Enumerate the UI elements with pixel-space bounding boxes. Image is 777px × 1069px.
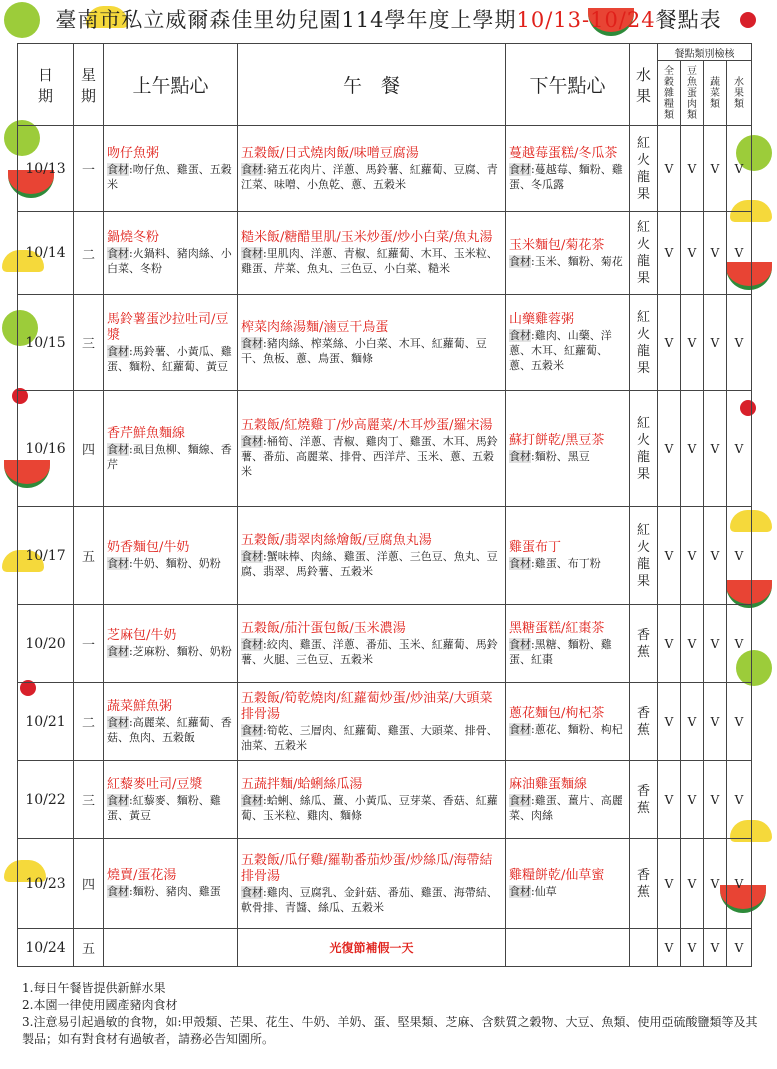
lunch-cell [238, 839, 506, 929]
row-weekday: 三 [74, 295, 104, 391]
afternoon-snack-ingredients: 食材:麵粉、黑豆 [509, 450, 590, 463]
morning-snack-dish: 奶香麵包/牛奶 [107, 540, 190, 555]
morning-snack-dish: 紅藜麥吐司/豆漿 [107, 776, 203, 792]
lunch-cell [238, 683, 506, 761]
afternoon-snack-dish: 山藥雞蓉粥 [509, 312, 575, 327]
ingredient-list: 豬肉絲、榨菜絲、小白菜、木耳、紅蘿蔔、豆干、魚板、蔥、鳥蛋、麵條 [241, 336, 487, 365]
row-weekday: 五 [74, 507, 104, 605]
check-mark: V [727, 839, 752, 929]
ingredient-list: 馬鈴薯、小黃瓜、雞蛋、麵粉、紅蘿蔔、黃豆 [107, 344, 232, 373]
afternoon-snack-cell [506, 507, 630, 605]
fruit-cell: 紅 火 龍 果 [630, 391, 658, 507]
row-date: 10/13 [18, 126, 74, 212]
morning-snack-dish: 鍋燒冬粉 [107, 230, 160, 245]
afternoon-snack-dish: 玉米麵包/菊花茶 [509, 237, 605, 253]
ingredient-list: 蛤蜊、絲瓜、薑、小黃瓜、豆芽菜、香菇、紅蘿蔔、玉米粒、雞肉、麵條 [241, 793, 498, 822]
morning-snack-ingredients: 食材:吻仔魚、雞蛋、五穀米 [107, 162, 232, 191]
check-mark: V [727, 295, 752, 391]
afternoon-snack-dish: 黑糖蛋糕/紅棗茶 [509, 620, 605, 636]
ingredient-list: 吻仔魚、雞蛋、五穀米 [107, 162, 232, 191]
afternoon-snack-cell [506, 839, 630, 929]
lunch-cell [238, 507, 506, 605]
afternoon-snack-cell [506, 605, 630, 683]
row-weekday: 四 [74, 839, 104, 929]
fruit-cell: 紅 火 龍 果 [630, 126, 658, 212]
lunch-dish: 五蔬拌麵/蛤蜊絲瓜湯 [241, 776, 363, 792]
lunch-dish: 糙米飯/糖醋里肌/玉米炒蛋/炒小白菜/魚丸湯 [241, 230, 493, 245]
header-fruit: 水 果 [630, 44, 658, 126]
check-mark: V [658, 295, 681, 391]
ingredient-list: 雞蛋、薑片、高麗菜、肉絲 [509, 793, 623, 822]
check-mark: V [681, 212, 704, 295]
ingredient-list: 麵粉、豬肉、雞蛋 [132, 885, 221, 898]
afternoon-snack-ingredients: 食材:仙草 [509, 885, 557, 898]
ingredient-label: 食材 [509, 637, 531, 651]
table-row [18, 391, 752, 507]
ingredient-label: 食材 [107, 645, 129, 658]
note-item: 3.注意易引起過敏的食物，如:甲殼類、芒果、花生、牛奶、羊奶、蛋、堅果類、芝麻、含麩質之穀物、大豆、魚類、使用亞硫酸鹽類等及其製品；如有對食材有過敏者，請務必告知園所。 [22, 1015, 758, 1046]
morning-snack-cell [104, 683, 238, 761]
title-main: 臺南市私立威爾森佳里幼兒園114學年度上學期 [55, 8, 517, 32]
ingredient-label: 食材 [241, 637, 263, 651]
check-mark: V [704, 295, 727, 391]
note-item: 2.本園一律使用國產豬肉食材 [22, 998, 178, 1012]
morning-snack-cell [104, 126, 238, 212]
lunch-dish: 五穀飯/茄汁蛋包飯/玉米濃湯 [241, 620, 406, 636]
row-weekday: 二 [74, 212, 104, 295]
lunch-ingredients: 食材:雞肉、豆腐乳、金針菇、番茄、雞蛋、海帶結、軟骨排、青醬、絲瓜、五穀米 [241, 885, 498, 914]
ingredient-list: 里肌肉、洋蔥、青椒、紅蘿蔔、木耳、玉米粒、雞蛋、芹菜、魚丸、三色豆、小白菜、糙米 [241, 247, 498, 275]
title-date-range: 10/13-10/24 [516, 8, 656, 32]
check-mark: V [658, 761, 681, 839]
ingredient-list: 豬五花肉片、洋蔥、馬鈴薯、紅蘿蔔、豆腐、青江菜、味噌、小魚乾、蔥、五穀米 [241, 162, 498, 191]
holiday-note: 光復節補假一天 [238, 929, 506, 967]
ingredient-list: 火鍋料、豬肉絲、小白菜、冬粉 [107, 247, 232, 275]
ingredient-label: 食材 [509, 793, 531, 807]
afternoon-snack-dish: 雞糧餅乾/仙草蜜 [509, 868, 605, 883]
ingredient-list: 絞肉、雞蛋、洋蔥、番茄、玉米、紅蘿蔔、馬鈴薯、火腿、三色豆、五穀米 [241, 637, 498, 666]
row-date: 10/20 [18, 605, 74, 683]
check-mark: V [727, 391, 752, 507]
check-mark: V [727, 761, 752, 839]
afternoon-snack-ingredients: 食材:雞蛋、布丁粉 [509, 557, 601, 570]
note-item: 1.每日午餐皆提供新鮮水果 [22, 981, 166, 995]
check-mark: V [658, 391, 681, 507]
check-mark: V [681, 391, 704, 507]
afternoon-snack-dish: 麻油雞蛋麵線 [509, 776, 588, 792]
page-title [0, 4, 777, 34]
check-mark: V [658, 605, 681, 683]
check-mark: V [681, 683, 704, 761]
check-mark: V [727, 683, 752, 761]
check-mark: V [658, 683, 681, 761]
check-mark: V [658, 126, 681, 212]
check-mark: V [704, 212, 727, 295]
lunch-cell [238, 126, 506, 212]
afternoon-snack-cell [506, 761, 630, 839]
lunch-dish: 五穀飯/紅燒雞丁/炒高麗菜/木耳炒蛋/羅宋湯 [241, 418, 493, 433]
afternoon-snack-dish: 蔥花麵包/枸杞茶 [509, 706, 605, 721]
table-row [18, 295, 752, 391]
check-mark: V [681, 507, 704, 605]
check-mark: V [727, 126, 752, 212]
afternoon-snack-cell [506, 295, 630, 391]
morning-snack-dish: 吻仔魚粥 [107, 145, 160, 161]
ingredient-label: 食材 [107, 793, 129, 807]
table-row [18, 761, 752, 839]
ingredient-list: 雞肉、山藥、洋蔥、木耳、紅蘿蔔、蔥、五穀米 [509, 329, 612, 372]
row-date: 10/16 [18, 391, 74, 507]
header-weekday: 星 期 [74, 44, 104, 126]
lunch-ingredients: 食材:桶筍、洋蔥、青椒、雞肉丁、雞蛋、木耳、馬鈴薯、番茄、高麗菜、排骨、西洋芹、玉米、蔥、五穀米 [241, 435, 498, 478]
morning-snack-cell [104, 212, 238, 295]
ingredient-label: 食材 [509, 885, 531, 898]
ingredient-label: 食材 [241, 885, 263, 899]
lunch-cell [238, 295, 506, 391]
meal-table [17, 43, 752, 967]
row-weekday: 二 [74, 683, 104, 761]
check-mark: V [658, 929, 681, 967]
header-afternoon-snack: 下午點心 [506, 44, 630, 126]
morning-snack-ingredients: 食材:高麗菜、紅蘿蔔、香菇、魚肉、五穀飯 [107, 715, 232, 744]
row-date: 10/14 [18, 212, 74, 295]
table-row [18, 507, 752, 605]
check-mark: V [727, 212, 752, 295]
check-mark: V [704, 126, 727, 212]
check-mark: V [681, 295, 704, 391]
morning-snack-dish: 芝麻包/牛奶 [107, 628, 177, 643]
fruit-cell: 紅 火 龍 果 [630, 212, 658, 295]
ingredient-list: 芝麻粉、麵粉、奶粉 [132, 645, 232, 658]
ingredient-label: 食材 [509, 723, 531, 736]
row-weekday: 三 [74, 761, 104, 839]
morning-snack-dish: 香芹鮮魚麵線 [107, 425, 186, 441]
table-row [18, 212, 752, 295]
ingredient-label: 食材 [241, 723, 263, 737]
ingredient-label: 食材 [509, 450, 531, 463]
ingredient-list: 麵粉、黑豆 [534, 450, 590, 463]
row-date: 10/24 [18, 929, 74, 967]
ingredient-list: 蔥花、麵粉、枸杞 [534, 723, 623, 736]
check-mark: V [727, 605, 752, 683]
morning-snack-dish: 燒賣/蛋花湯 [107, 868, 177, 883]
afternoon-snack-cell [506, 212, 630, 295]
row-date: 10/17 [18, 507, 74, 605]
check-mark: V [681, 605, 704, 683]
ingredient-label: 食材 [241, 247, 263, 260]
ingredient-label: 食材 [509, 254, 531, 268]
table-row [18, 605, 752, 683]
morning-snack-dish: 蔬菜鮮魚粥 [107, 698, 173, 714]
ingredient-list: 黑糖、麵粉、雞蛋、紅棗 [509, 637, 612, 666]
check-mark: V [704, 761, 727, 839]
fruit-cell: 香 蕉 [630, 683, 658, 761]
ingredient-label: 食材 [107, 344, 129, 358]
check-mark: V [681, 761, 704, 839]
ingredient-list: 紅藜麥、麵粉、雞蛋、黃豆 [107, 793, 221, 822]
morning-snack-cell [104, 839, 238, 929]
fruit-cell: 紅 火 龍 果 [630, 295, 658, 391]
ingredient-list: 仙草 [534, 885, 557, 898]
footnotes [22, 980, 767, 1048]
ingredient-label: 食材 [241, 435, 263, 448]
row-weekday: 五 [74, 929, 104, 967]
ingredient-label: 食材 [509, 329, 531, 342]
ingredient-list: 牛奶、麵粉、奶粉 [132, 557, 221, 570]
ingredient-label: 食材 [241, 162, 263, 176]
header-check-grains: 全 穀 雜 糧 類 [658, 61, 681, 126]
row-date: 10/22 [18, 761, 74, 839]
title-suffix: 餐點表 [655, 8, 722, 32]
check-mark: V [704, 605, 727, 683]
lunch-dish: 榨菜肉絲湯麵/滷豆干鳥蛋 [241, 319, 389, 335]
check-mark: V [681, 839, 704, 929]
check-mark: V [704, 391, 727, 507]
morning-snack-cell [104, 761, 238, 839]
afternoon-snack-ingredients: 食材:黑糖、麵粉、雞蛋、紅棗 [509, 637, 612, 666]
ingredient-list: 桶筍、洋蔥、青椒、雞肉丁、雞蛋、木耳、馬鈴薯、番茄、高麗菜、排骨、西洋芹、玉米、蔥、五穀米 [241, 435, 498, 478]
check-mark: V [681, 126, 704, 212]
table-row [18, 929, 752, 967]
lunch-ingredients: 食材:豬五花肉片、洋蔥、馬鈴薯、紅蘿蔔、豆腐、青江菜、味噌、小魚乾、蔥、五穀米 [241, 162, 498, 191]
lunch-dish: 五穀飯/日式燒肉飯/味噌豆腐湯 [241, 145, 419, 161]
lunch-cell [238, 605, 506, 683]
lunch-ingredients: 食材:筍乾、三層肉、紅蘿蔔、雞蛋、大頭菜、排骨、油菜、五穀米 [241, 723, 498, 752]
row-weekday: 一 [74, 605, 104, 683]
header-check-fruit: 水 果 類 [727, 61, 752, 126]
ingredient-label: 食材 [241, 336, 263, 350]
afternoon-snack-ingredients: 食材:雞蛋、薑片、高麗菜、肉絲 [509, 793, 623, 822]
check-mark: V [704, 839, 727, 929]
row-weekday: 一 [74, 126, 104, 212]
ingredient-label: 食材 [107, 557, 129, 570]
check-mark: V [704, 929, 727, 967]
header-morning-snack: 上午點心 [104, 44, 238, 126]
morning-snack-ingredients: 食材:麵粉、豬肉、雞蛋 [107, 885, 221, 898]
lunch-cell [238, 761, 506, 839]
fruit-cell: 紅 火 龍 果 [630, 507, 658, 605]
fruit-cell: 香 蕉 [630, 839, 658, 929]
afternoon-snack-ingredients: 食材:蔓越莓、麵粉、雞蛋、冬瓜露 [509, 162, 623, 191]
morning-snack-cell [104, 507, 238, 605]
morning-snack-dish: 馬鈴薯蛋沙拉吐司/豆漿 [107, 311, 229, 343]
morning-snack-cell [104, 605, 238, 683]
ingredient-list: 蔓越莓、麵粉、雞蛋、冬瓜露 [509, 162, 623, 191]
ingredient-label: 食材 [107, 247, 129, 260]
lunch-cell [238, 212, 506, 295]
morning-snack-cell [104, 391, 238, 507]
header-check-vegetables: 蔬 菜 類 [704, 61, 727, 126]
lunch-dish: 五穀飯/筍乾燒肉/紅蘿蔔炒蛋/炒油菜/大頭菜排骨湯 [241, 690, 493, 722]
check-mark: V [727, 507, 752, 605]
table-row [18, 126, 752, 212]
lunch-ingredients: 食材:里肌肉、洋蔥、青椒、紅蘿蔔、木耳、玉米粒、雞蛋、芹菜、魚丸、三色豆、小白菜、糙米 [241, 247, 498, 275]
header-date: 日 期 [18, 44, 74, 126]
row-date: 10/21 [18, 683, 74, 761]
morning-snack-ingredients: 食材:紅藜麥、麵粉、雞蛋、黃豆 [107, 793, 221, 822]
ingredient-label: 食材 [107, 162, 129, 176]
ingredient-label: 食材 [509, 557, 531, 570]
row-date: 10/15 [18, 295, 74, 391]
check-mark: V [704, 683, 727, 761]
header-lunch: 午 餐 [238, 44, 506, 126]
afternoon-snack-dish: 蘇打餅乾/黑豆茶 [509, 433, 605, 448]
afternoon-snack-cell [506, 683, 630, 761]
afternoon-snack-ingredients: 食材:雞肉、山藥、洋蔥、木耳、紅蘿蔔、蔥、五穀米 [509, 329, 612, 372]
check-mark: V [658, 839, 681, 929]
lunch-ingredients: 食材:豬肉絲、榨菜絲、小白菜、木耳、紅蘿蔔、豆干、魚板、蔥、鳥蛋、麵條 [241, 336, 487, 365]
morning-snack-cell [104, 295, 238, 391]
ingredient-list: 高麗菜、紅蘿蔔、香菇、魚肉、五穀飯 [107, 715, 232, 744]
lunch-dish: 五穀飯/翡翠肉絲燴飯/豆腐魚丸湯 [241, 532, 432, 548]
ingredient-list: 虱目魚柳、麵線、香芹 [107, 442, 232, 471]
morning-snack-ingredients: 食材:火鍋料、豬肉絲、小白菜、冬粉 [107, 247, 232, 275]
check-mark: V [727, 929, 752, 967]
check-mark: V [681, 929, 704, 967]
ingredient-list: 雞肉、豆腐乳、金針菇、番茄、雞蛋、海帶結、軟骨排、青醬、絲瓜、五穀米 [241, 885, 498, 914]
header-check-protein: 豆 魚 蛋 肉 類 [681, 61, 704, 126]
morning-snack-ingredients: 食材:虱目魚柳、麵線、香芹 [107, 442, 232, 471]
ingredient-label: 食材 [107, 885, 129, 898]
header-category-check: 餐點類別檢核 [658, 44, 752, 61]
fruit-cell: 香 蕉 [630, 761, 658, 839]
morning-snack-ingredients: 食材:馬鈴薯、小黃瓜、雞蛋、麵粉、紅蘿蔔、黃豆 [107, 344, 232, 373]
lunch-ingredients: 食材:蛤蜊、絲瓜、薑、小黃瓜、豆芽菜、香菇、紅蘿蔔、玉米粒、雞肉、麵條 [241, 793, 498, 822]
table-row [18, 683, 752, 761]
ingredient-list: 筍乾、三層肉、紅蘿蔔、雞蛋、大頭菜、排骨、油菜、五穀米 [241, 723, 498, 752]
afternoon-snack-ingredients: 食材:玉米、麵粉、菊花 [509, 254, 623, 268]
afternoon-snack-dish: 蔓越莓蛋糕/冬瓜茶 [509, 145, 618, 161]
fruit-cell: 香 蕉 [630, 605, 658, 683]
lunch-ingredients: 食材:蟹味棒、肉絲、雞蛋、洋蔥、三色豆、魚丸、豆腐、翡翠、馬鈴薯、五穀米 [241, 549, 498, 578]
row-weekday: 四 [74, 391, 104, 507]
ingredient-list: 玉米、麵粉、菊花 [534, 254, 623, 268]
afternoon-snack-cell [506, 391, 630, 507]
table-row [18, 839, 752, 929]
ingredient-label: 食材 [107, 715, 129, 729]
ingredient-label: 食材 [509, 162, 531, 176]
row-date: 10/23 [18, 839, 74, 929]
afternoon-snack-dish: 雞蛋布丁 [509, 540, 562, 555]
afternoon-snack-ingredients: 食材:蔥花、麵粉、枸杞 [509, 723, 623, 736]
ingredient-label: 食材 [107, 442, 129, 456]
morning-snack-ingredients: 食材:牛奶、麵粉、奶粉 [107, 557, 221, 570]
check-mark: V [658, 507, 681, 605]
morning-snack-ingredients: 食材:芝麻粉、麵粉、奶粉 [107, 645, 232, 658]
lunch-ingredients: 食材:絞肉、雞蛋、洋蔥、番茄、玉米、紅蘿蔔、馬鈴薯、火腿、三色豆、五穀米 [241, 637, 498, 666]
lunch-dish: 五穀飯/瓜仔雞/羅勒番茄炒蛋/炒絲瓜/海帶結排骨湯 [241, 852, 493, 884]
check-mark: V [704, 507, 727, 605]
ingredient-list: 蟹味棒、肉絲、雞蛋、洋蔥、三色豆、魚丸、豆腐、翡翠、馬鈴薯、五穀米 [241, 549, 498, 578]
lunch-cell [238, 391, 506, 507]
afternoon-snack-cell [506, 126, 630, 212]
check-mark: V [658, 212, 681, 295]
ingredient-label: 食材 [241, 549, 263, 563]
ingredient-label: 食材 [241, 793, 263, 807]
ingredient-list: 雞蛋、布丁粉 [534, 557, 601, 570]
